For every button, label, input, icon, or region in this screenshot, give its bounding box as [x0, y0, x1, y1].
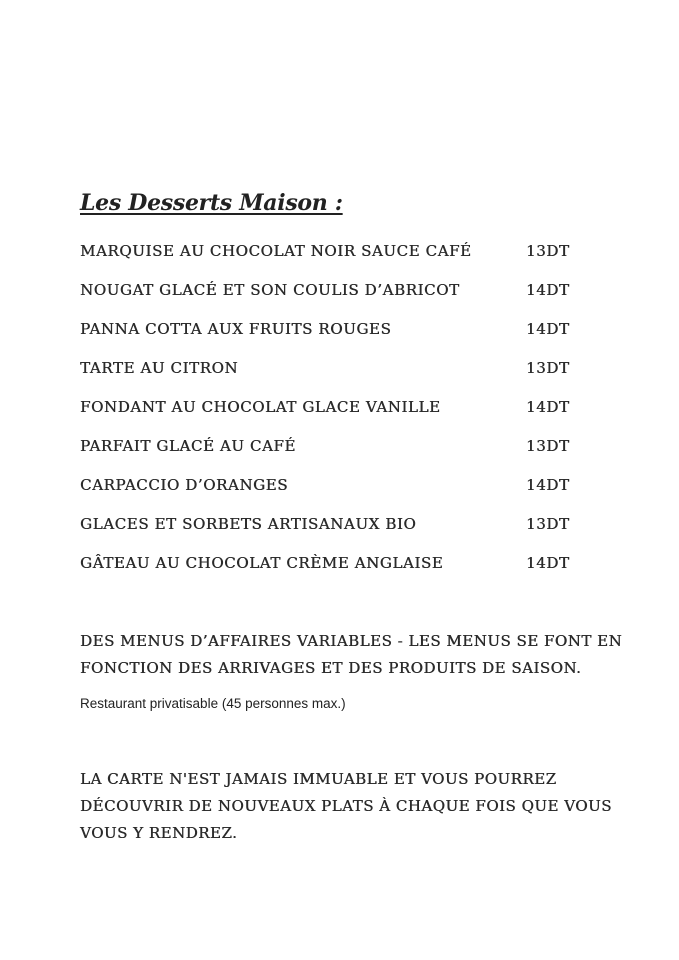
dessert-price: 13DT — [526, 515, 570, 533]
dessert-name: PARFAIT GLACÉ AU CAFÉ — [80, 437, 296, 455]
dessert-name: NOUGAT GLACÉ ET SON COULIS D’ABRICOT — [80, 281, 460, 299]
list-item — [80, 548, 580, 587]
list-item — [80, 470, 580, 509]
dessert-name: TARTE AU CITRON — [80, 359, 239, 377]
business-note-line: DES MENUS D’AFFAIRES VARIABLES - LES MENUS SE FONT EN — [80, 632, 623, 650]
list-item — [80, 392, 580, 431]
private-booking-note: Restaurant privatisable (45 personnes max.) — [80, 696, 346, 711]
dessert-price: 14DT — [526, 476, 570, 494]
closing-note-line: DÉCOUVRIR DE NOUVEAUX PLATS À CHAQUE FOIS QUE VOUS — [80, 797, 612, 815]
list-item — [80, 275, 580, 314]
dessert-price: 13DT — [526, 242, 570, 260]
dessert-name: FONDANT AU CHOCOLAT GLACE VANILLE — [80, 398, 441, 416]
closing-note-line: LA CARTE N'EST JAMAIS IMMUABLE ET VOUS POURREZ — [80, 770, 557, 788]
dessert-list — [80, 236, 580, 587]
list-item — [80, 314, 580, 353]
dessert-price: 13DT — [526, 359, 570, 377]
business-menu-note — [80, 628, 623, 682]
dessert-name: PANNA COTTA AUX FRUITS ROUGES — [80, 320, 392, 338]
dessert-name: MARQUISE AU CHOCOLAT NOIR SAUCE CAFÉ — [80, 242, 472, 260]
dessert-price: 14DT — [526, 320, 570, 338]
list-item — [80, 353, 580, 392]
business-note-line: FONCTION DES ARRIVAGES ET DES PRODUITS DE SAISON. — [80, 659, 582, 677]
dessert-name: GÂTEAU AU CHOCOLAT CRÈME ANGLAISE — [80, 554, 444, 572]
page-title: Les Desserts Maison : — [80, 190, 343, 216]
dessert-price: 14DT — [526, 554, 570, 572]
dessert-name: GLACES ET SORBETS ARTISANAUX BIO — [80, 515, 417, 533]
list-item — [80, 431, 580, 470]
dessert-name: CARPACCIO D’ORANGES — [80, 476, 289, 494]
dessert-price: 14DT — [526, 398, 570, 416]
list-item — [80, 509, 580, 548]
closing-note-line: VOUS Y RENDREZ. — [80, 824, 238, 842]
dessert-price: 14DT — [526, 281, 570, 299]
dessert-price: 13DT — [526, 437, 570, 455]
closing-note — [80, 766, 610, 847]
list-item — [80, 236, 580, 275]
